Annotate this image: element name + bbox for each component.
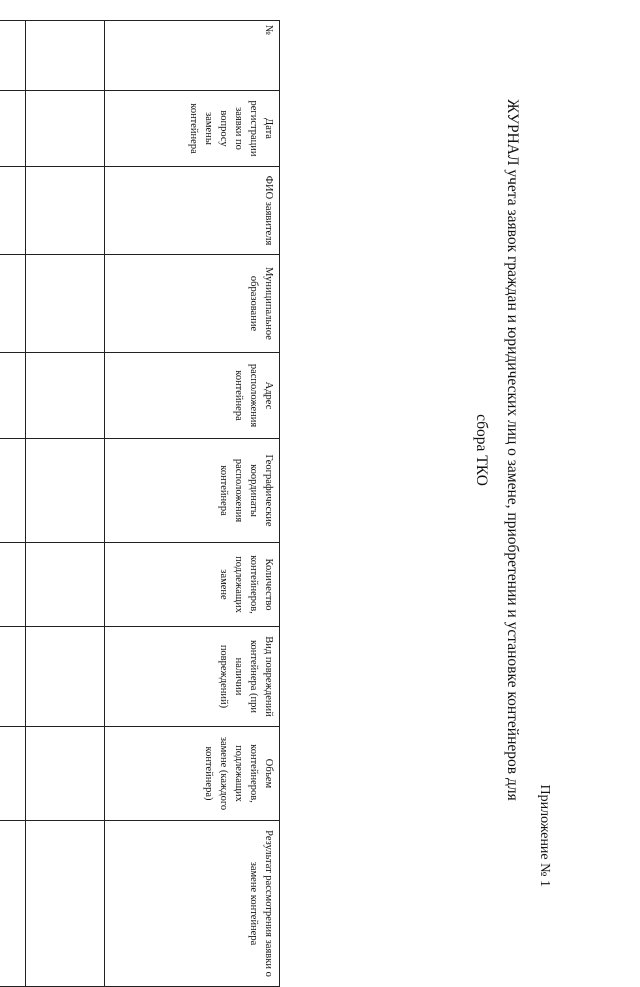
table-row [0, 21, 26, 987]
table-cell [26, 439, 105, 543]
table-row [26, 21, 105, 987]
table-cell [26, 255, 105, 353]
appendix-label: Приложение № 1 [537, 784, 552, 887]
column-header-applicant-name: ФИО заявителя [105, 167, 280, 255]
table-header-row [105, 21, 280, 987]
table-cell [0, 627, 26, 727]
table-cell [0, 543, 26, 627]
column-header-number: № [105, 21, 280, 91]
column-header-container-count: Количество контейнеров, подлежащих замене [105, 543, 280, 627]
column-header-damage-type: Вид повреждений контейнера (при наличии повреждений) [105, 627, 280, 727]
table-cell [26, 21, 105, 91]
column-header-municipality: Муниципальное образование [105, 255, 280, 353]
column-header-container-volume: Объем контейнеров, подлежащих замене (каждого контейнера) [105, 727, 280, 821]
table-cell [0, 821, 26, 987]
table-cell [0, 91, 26, 167]
column-header-geo-coordinates: Географические координаты расположения контейнера [105, 439, 280, 543]
table-cell [26, 821, 105, 987]
table-cell [0, 353, 26, 439]
table-cell [26, 167, 105, 255]
table-cell [0, 167, 26, 255]
journal-table [0, 20, 280, 987]
table-cell [26, 353, 105, 439]
table-cell [0, 21, 26, 91]
table-cell [26, 627, 105, 727]
table-cell [26, 727, 105, 821]
table-cell [0, 439, 26, 543]
column-header-review-result: Результат рассмотрения заявки о замене контейнера [105, 821, 280, 987]
column-header-container-address: Адрес расположения контейнера [105, 353, 280, 439]
table-cell [0, 255, 26, 353]
column-header-registration-date: Дата регистрации заявки по вопросу замены контейнера [105, 91, 280, 167]
table-cell [26, 543, 105, 627]
document-title: ЖУРНАЛ учета заявок граждан и юридических лиц о замене, приобретении и установке контейнеров для сбора ТКО [473, 99, 521, 801]
table-cell [26, 91, 105, 167]
table-cell [0, 727, 26, 821]
